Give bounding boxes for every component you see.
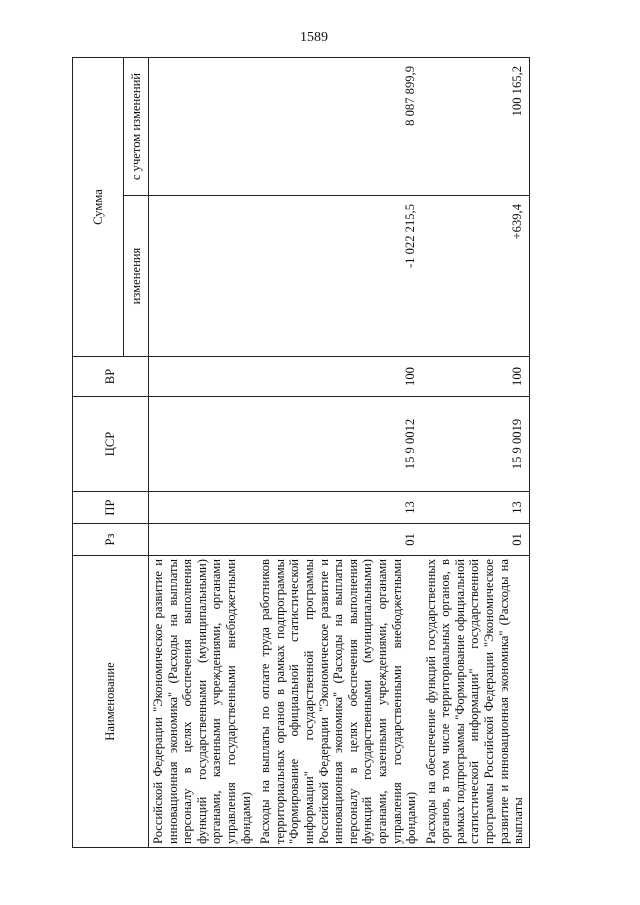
- header-change: изменения: [124, 196, 149, 357]
- row-csr: [149, 397, 257, 492]
- table-row: [422, 57, 530, 847]
- budget-table: [72, 57, 530, 848]
- row-pr: 13: [256, 492, 422, 524]
- row-vr: [149, 357, 257, 397]
- row-csr: 15 9 0019: [422, 397, 530, 492]
- header-with-changes: с учетом изменений: [124, 57, 149, 195]
- budget-table-rotated: [72, 58, 612, 848]
- table-row: [149, 57, 257, 847]
- row-vr: 100: [422, 357, 530, 397]
- row-name: Российской Федерации "Экономическое развитие и инновационная экономика" (Расходы на выплаты персоналу в целях обеспечения выполнения функций государственными (муниципальными) органами, казенными учреждениями, органами управления государственными внебюджетными фондами): [149, 556, 257, 848]
- row-pr: [149, 492, 257, 524]
- row-total: [149, 57, 257, 195]
- row-name: Расходы на выплаты по оплате труда работников территориальных органов в рамках подпрограммы "Формирование официальной статистической информации" государственной программы Российской Федерации "Экономическое развитие и инновационная экономика" (Расходы на выплаты персоналу в целях обеспечения выполнения функций государственными (муниципальными) органами, казенными учреждениями, органами управления государственными внебюджетными фондами): [256, 556, 422, 848]
- row-total: 100 165,2: [422, 57, 530, 195]
- header-csr: ЦСР: [73, 397, 149, 492]
- row-change: [149, 196, 257, 357]
- row-name: Расходы на обеспечение функций государственных органов, в том числе территориальных органов, в рамках подпрограммы "Формирование официальной статистической информации" государственной программы Российской Федерации "Экономическое развитие и инновационная экономика" (Расходы на выплаты: [422, 556, 530, 848]
- header-vr: ВР: [73, 357, 149, 397]
- row-rz: [149, 524, 257, 556]
- row-total: 8 087 899,9: [256, 57, 422, 195]
- header-name: Наименование: [73, 556, 149, 848]
- header-pr: ПР: [73, 492, 149, 524]
- row-change: +639,4: [422, 196, 530, 357]
- row-change: -1 022 215,5: [256, 196, 422, 357]
- row-rz: 01: [422, 524, 530, 556]
- row-rz: 01: [256, 524, 422, 556]
- row-vr: 100: [256, 357, 422, 397]
- row-pr: 13: [422, 492, 530, 524]
- row-csr: 15 9 0012: [256, 397, 422, 492]
- header-rz: Рз: [73, 524, 149, 556]
- header-sum: Сумма: [73, 57, 124, 356]
- table-row: [256, 57, 422, 847]
- page-number: 1589: [300, 30, 328, 45]
